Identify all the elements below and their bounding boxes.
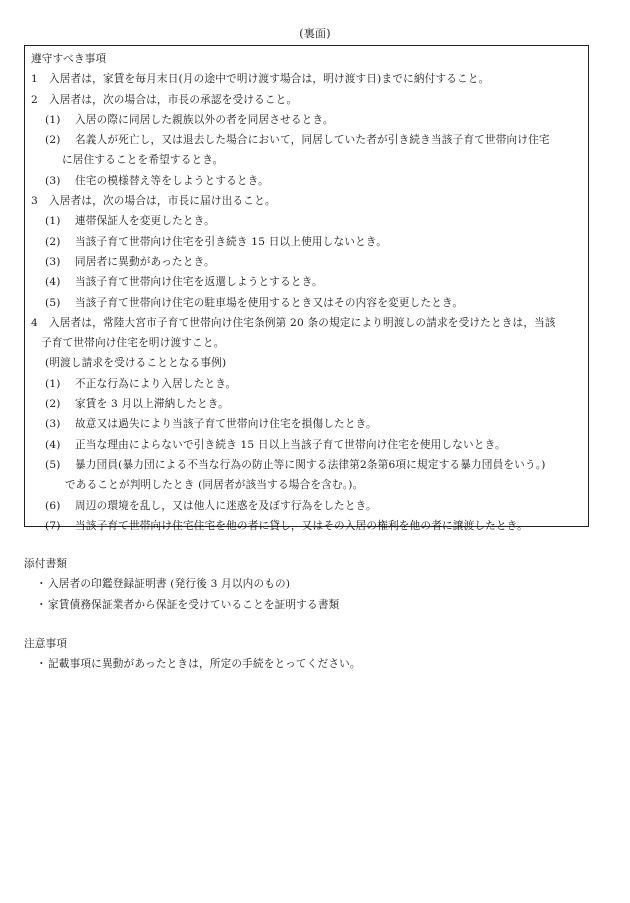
rule-item — [31, 69, 582, 89]
rule-subitem — [31, 211, 582, 231]
rule-subitem — [31, 374, 582, 394]
rule-subnumber: (3) — [45, 174, 61, 187]
rule-subnumber: (5) — [45, 296, 61, 309]
rule-text: 家賃を 3 月以上滞納したとき。 — [75, 398, 229, 411]
rule-text: 入居者は，次の場合は，市長に届け出ること。 — [49, 195, 276, 208]
rule-item — [31, 313, 582, 333]
rule-text: 入居者は，家賃を毎月末日(月の途中で明け渡す場合は，明け渡す日)までに納付すること。 — [49, 73, 490, 86]
attachments-heading: 添付書類 — [24, 558, 68, 570]
page-label: (裏面) — [299, 27, 331, 40]
rule-subnumber: (1) — [45, 377, 61, 390]
rule-subitem — [31, 110, 582, 130]
rules-box — [24, 45, 589, 532]
rule-text: 子育て世帯向け住宅を明け渡すこと。 — [41, 337, 225, 350]
rule-subitem — [31, 414, 582, 434]
rule-subheading — [31, 353, 582, 373]
rule-text: 暴力団員(暴力団による不当な行為の防止等に関する法律第2条第6項に規定する暴力団員をいう。) — [75, 458, 546, 471]
notes-heading: 注意事項 — [24, 638, 68, 650]
rule-subnumber: (4) — [45, 276, 61, 289]
attachment-item — [24, 595, 614, 616]
note-text: 記載事項に異動があったときは，所定の手続をとってください。 — [48, 658, 361, 670]
bullet-glyph: ・ — [36, 599, 47, 611]
rule-subnumber: (5) — [45, 458, 61, 471]
rule-text: 同居者に異動があったとき。 — [75, 255, 215, 268]
rule-subitem — [31, 293, 582, 313]
rule-subnumber: (3) — [45, 255, 61, 268]
rule-subnumber: (2) — [45, 235, 61, 248]
rule-subnumber: (2) — [45, 134, 61, 147]
rule-subitem — [31, 455, 582, 475]
bullet-glyph: ・ — [36, 578, 47, 590]
rule-item — [31, 90, 582, 110]
rule-text: 当該子育て世帯向け住宅の駐車場を使用するとき又はその内容を変更したとき。 — [75, 296, 464, 309]
rule-subnumber: (4) — [45, 438, 61, 451]
rule-subnumber: (1) — [45, 215, 61, 228]
note-item — [24, 654, 614, 675]
rule-number: 3 — [31, 195, 38, 208]
rule-number: 2 — [31, 93, 38, 106]
rule-text: 当該子育て世帯向け住宅を引き続き 15 日以上使用しないとき。 — [75, 235, 388, 248]
rule-text: 不正な行為により入居したとき。 — [75, 377, 237, 390]
rule-continuation — [31, 475, 582, 495]
rule-text: 入居の際に同居した親族以外の者を同居させるとき。 — [75, 113, 334, 126]
rule-subitem — [31, 171, 582, 191]
rule-subitem — [31, 435, 582, 455]
rule-text: 当該子育て世帯向け住宅を返還しようとするとき。 — [75, 276, 323, 289]
attachment-text: 入居者の印鑑登録証明書 (発行後 3 月以内のもの) — [48, 578, 291, 590]
rule-item — [31, 191, 582, 211]
rule-text: 住宅の模様替え等をしようとするとき。 — [75, 174, 269, 187]
rule-subnumber: (2) — [45, 398, 61, 411]
rule-text: 連帯保証人を変更したとき。 — [75, 215, 215, 228]
rule-text: (明渡し請求を受けることとなる事例) — [45, 357, 227, 370]
rule-continuation — [31, 333, 582, 353]
rules-title: 遵守すべき事項 — [31, 53, 107, 65]
rule-text: であることが判明したとき (同居者が該当する場合を含む。)。 — [65, 479, 364, 492]
rule-subitem — [31, 394, 582, 414]
rule-text: 入居者は，次の場合は，市長の承認を受けること。 — [49, 93, 298, 106]
bullet-glyph: ・ — [36, 658, 47, 670]
notes-section — [24, 634, 614, 675]
rule-subitem — [31, 232, 582, 252]
rule-subitem — [31, 272, 582, 292]
rule-number: 1 — [31, 73, 38, 86]
rule-subnumber: (3) — [45, 418, 61, 431]
rule-text: 周辺の環境を乱し，又は他人に迷惑を及ぼす行為をしたとき。 — [75, 499, 377, 512]
rule-text: 入居者は，常陸大宮市子育て世帯向け住宅条例第 20 条の規定により明渡しの請求を受けたときは，当該 — [49, 316, 556, 329]
attachment-item — [24, 574, 614, 595]
rule-subitem — [31, 130, 582, 150]
rule-text: 故意又は過失により当該子育て世帯向け住宅を損傷したとき。 — [75, 418, 377, 431]
rule-subitem — [31, 516, 582, 536]
rule-text: 名義人が死亡し，又は退去した場合において，同居していた者が引き続き当該子育て世帯向け住宅 — [75, 134, 550, 147]
rule-subitem — [31, 496, 582, 516]
rule-number: 4 — [31, 316, 38, 329]
rule-text: 正当な理由によらないで引き続き 15 日以上当該子育て世帯向け住宅を使用しないとき。 — [75, 438, 506, 451]
rule-subnumber: (1) — [45, 113, 61, 126]
attachment-text: 家賃債務保証業者から保証を受けていることを証明する書類 — [48, 599, 340, 611]
rule-text: 当該子育て世帯向け住宅住宅を他の者に貸し，又はその入居の権利を他の者に譲渡したとき。 — [75, 519, 528, 532]
rule-subnumber: (7) — [45, 519, 61, 532]
rule-continuation — [31, 150, 582, 170]
attachments-section — [24, 554, 614, 616]
rule-subnumber: (6) — [45, 499, 61, 512]
rule-subitem — [31, 252, 582, 272]
rule-text: に居住することを希望するとき。 — [62, 154, 224, 167]
